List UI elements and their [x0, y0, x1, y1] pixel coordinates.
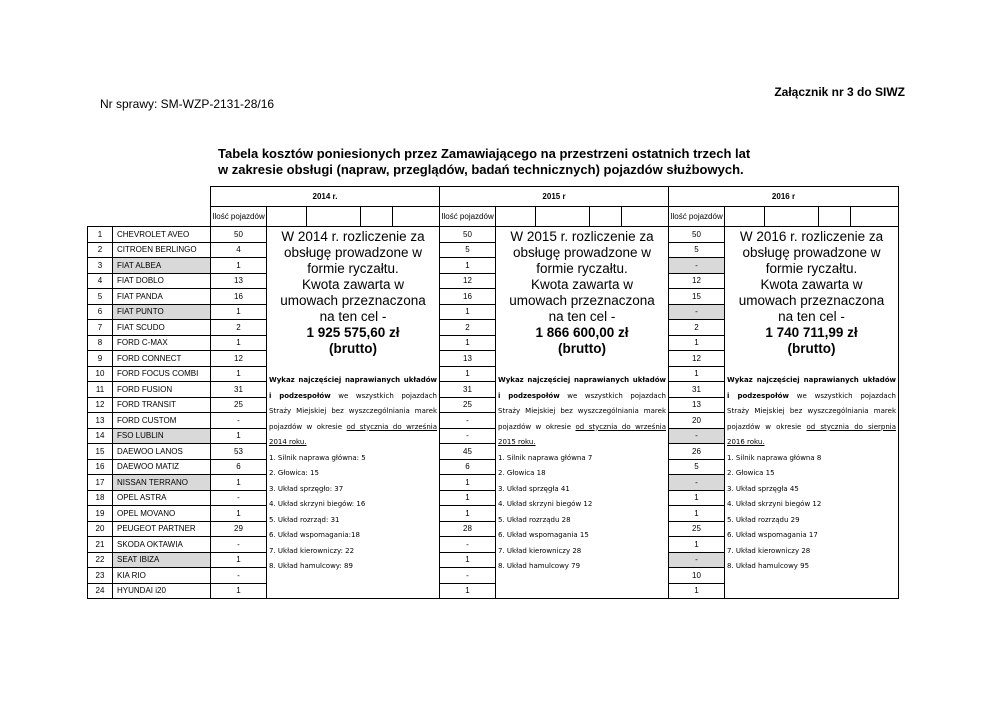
vehicle-name: CHEVROLET AVEO: [113, 227, 211, 243]
vehicle-count: 1: [440, 490, 496, 506]
count-header: Ilość pojazdów: [211, 207, 267, 227]
row-number: 23: [88, 568, 113, 584]
vehicle-count: 5: [669, 459, 725, 475]
row-number: 11: [88, 382, 113, 398]
vehicle-count: 12: [440, 273, 496, 289]
vehicle-name: CITROEN BERLINGO: [113, 242, 211, 258]
title-line-1: Tabela kosztów poniesionych przez Zamawiającego na przestrzeni ostatnich trzech lat: [218, 146, 751, 161]
vehicle-count: 5: [440, 242, 496, 258]
vehicle-name: FIAT SCUDO: [113, 320, 211, 336]
vehicle-count: 1: [669, 335, 725, 351]
vehicle-name: OPEL ASTRA: [113, 490, 211, 506]
vehicle-count: 50: [669, 227, 725, 243]
repair-item: 2. Głowica 18: [498, 469, 546, 477]
vehicle-count: 1: [440, 552, 496, 568]
vehicle-count: 12: [669, 273, 725, 289]
summary-line: obsługę prowadzone w: [742, 245, 881, 260]
vehicle-count: 50: [440, 227, 496, 243]
cost-block-0: [267, 227, 440, 599]
repair-item: 4. Układ skrzyni biegów 12: [727, 500, 822, 508]
vehicle-name: FORD C-MAX: [113, 335, 211, 351]
vehicle-count: 1: [211, 428, 267, 444]
summary-line: Kwota zawarta w: [530, 277, 634, 292]
settlement-summary: [269, 229, 437, 357]
row-number: 3: [88, 258, 113, 274]
repair-item: 3. Układ sprzęgła 45: [727, 484, 799, 493]
summary-line: Kwota zawarta w: [301, 277, 405, 292]
repair-item: 1. Silnik naprawa główna 7: [498, 453, 593, 462]
vehicle-count: -: [669, 258, 725, 274]
vehicle-count: 45: [440, 444, 496, 460]
vehicle-name: OPEL MOVANO: [113, 506, 211, 522]
vehicle-count: 16: [440, 289, 496, 305]
settlement-summary: [498, 229, 666, 357]
repair-item: 6. Układ wspomagania 17: [727, 531, 818, 539]
summary-line: formie ryczałtu.: [765, 261, 858, 276]
cost-block-2: [725, 227, 899, 599]
count-header: Ilość pojazdów: [440, 207, 496, 227]
summary-line: W 2015 r. rozliczenie za: [510, 229, 654, 244]
brutto-label: (brutto): [787, 341, 836, 356]
year-header-2014: 2014 r.: [211, 187, 440, 207]
vehicle-count: 1: [669, 490, 725, 506]
vehicle-name: SEAT IBIZA: [113, 552, 211, 568]
vehicle-count: 1: [669, 506, 725, 522]
vehicle-count: 25: [669, 521, 725, 537]
vehicle-count: 12: [669, 351, 725, 367]
row-number: 20: [88, 521, 113, 537]
vehicle-name: FORD FOCUS COMBI: [113, 366, 211, 382]
vehicle-count: 1: [669, 583, 725, 599]
title-line-2: w zakresie obsługi (napraw, przeglądów, badań technicznych) pojazdów służbowych.: [218, 162, 744, 177]
summary-line: umowach przeznaczona: [509, 293, 655, 308]
repair-list-intro: Wykaz najczęściej naprawianych układów i podzespołów we wszystkich pojazdach Straży Miejskiej bez wyszczególniania marek pojazdów w okresie od stycznia do września 2014 roku.: [269, 376, 437, 446]
repair-item: 6. Układ wspomagania:18: [269, 531, 360, 539]
vehicle-count: 1: [440, 258, 496, 274]
repair-item: 7. Układ kierowniczy 28: [498, 546, 582, 555]
vehicle-count: 15: [669, 289, 725, 305]
vehicle-count: 1: [440, 583, 496, 599]
repair-item: 6. Układ wspomagania 15: [498, 531, 589, 539]
vehicle-count: 13: [211, 273, 267, 289]
vehicle-count: -: [669, 304, 725, 320]
repair-item: 7. Układ kierowniczy: 22: [269, 546, 355, 555]
vehicle-count: 1: [211, 304, 267, 320]
vehicle-count: 25: [211, 397, 267, 413]
row-number: 14: [88, 428, 113, 444]
vehicle-count: 2: [211, 320, 267, 336]
cost-table: [87, 186, 899, 599]
vehicle-count: 1: [669, 366, 725, 382]
summary-line: W 2016 r. rozliczenie za: [739, 229, 884, 244]
row-number: 13: [88, 413, 113, 429]
row-number: 6: [88, 304, 113, 320]
repair-item: 4. Układ skrzyni biegów 12: [498, 500, 593, 508]
vehicle-count: 1: [669, 537, 725, 553]
vehicle-count: 12: [211, 351, 267, 367]
vehicle-count: 2: [440, 320, 496, 336]
vehicle-count: -: [211, 490, 267, 506]
amount: 1 866 600,00 zł: [535, 325, 629, 340]
vehicle-count: 1: [211, 583, 267, 599]
summary-line: Kwota zawarta w: [760, 277, 863, 292]
repair-item: 3. Układ sprzęgło: 37: [269, 484, 344, 493]
row-number: 21: [88, 537, 113, 553]
vehicle-count: 6: [440, 459, 496, 475]
summary-line: na ten cel -: [548, 309, 616, 324]
vehicle-name: SKODA OKTAWIA: [113, 537, 211, 553]
vehicle-name: DAEWOO LANOS: [113, 444, 211, 460]
vehicle-count: 1: [211, 366, 267, 382]
vehicle-name: FORD CONNECT: [113, 351, 211, 367]
vehicle-count: -: [440, 537, 496, 553]
vehicle-count: 4: [211, 242, 267, 258]
row-number: 4: [88, 273, 113, 289]
repair-list: [727, 373, 896, 575]
repair-item: 8. Układ hamulcowy 79: [498, 562, 581, 570]
vehicle-count: 1: [211, 506, 267, 522]
vehicle-count: 10: [669, 568, 725, 584]
annex-label: Załącznik nr 3 do SIWZ: [774, 85, 905, 99]
vehicle-count: 25: [440, 397, 496, 413]
vehicle-name: FSO LUBLIN: [113, 428, 211, 444]
brutto-label: (brutto): [558, 341, 606, 356]
vehicle-count: -: [440, 413, 496, 429]
vehicle-count: 31: [669, 382, 725, 398]
vehicle-count: 31: [440, 382, 496, 398]
year-header-2016: 2016 r: [669, 187, 899, 207]
summary-line: obsługę prowadzone w: [512, 245, 652, 260]
vehicle-count: 1: [211, 335, 267, 351]
row-number: 9: [88, 351, 113, 367]
vehicle-count: 1: [440, 366, 496, 382]
case-number: Nr sprawy: SM-WZP-2131-28/16: [100, 97, 275, 111]
row-number: 8: [88, 335, 113, 351]
row-number: 17: [88, 475, 113, 491]
vehicle-count: 29: [211, 521, 267, 537]
row-number: 12: [88, 397, 113, 413]
vehicle-count: 13: [669, 397, 725, 413]
vehicle-count: 31: [211, 382, 267, 398]
summary-line: na ten cel -: [778, 309, 845, 324]
summary-line: obsługę prowadzone w: [283, 245, 423, 260]
vehicle-name: KIA RIO: [113, 568, 211, 584]
document-title: [218, 146, 750, 178]
vehicle-count: 2: [669, 320, 725, 336]
row-number: 2: [88, 242, 113, 258]
repair-list-intro: Wykaz najczęściej naprawianych układów i podzespołów we wszystkich pojazdach Straży Miejskiej bez wyszczególniania marek pojazdów w okresie od stycznia do września 2015 roku.: [498, 376, 666, 446]
vehicle-count: 20: [669, 413, 725, 429]
vehicle-count: -: [211, 537, 267, 553]
vehicle-name: NISSAN TERRANO: [113, 475, 211, 491]
repair-item: 5. Układ rozrządu 29: [727, 515, 800, 524]
summary-line: W 2014 r. rozliczenie za: [281, 229, 425, 244]
summary-line: umowach przeznaczona: [280, 293, 426, 308]
row-number: 1: [88, 227, 113, 243]
vehicle-name: FORD CUSTOM: [113, 413, 211, 429]
vehicle-count: 26: [669, 444, 725, 460]
table-row: [88, 227, 899, 243]
count-header: Ilość pojazdów: [669, 207, 725, 227]
summary-line: formie ryczałtu.: [536, 261, 628, 276]
row-number: 18: [88, 490, 113, 506]
vehicle-name: FORD FUSION: [113, 382, 211, 398]
repair-item: 2. Głowica 15: [727, 469, 775, 477]
year-header-2015: 2015 r: [440, 187, 669, 207]
vehicle-count: 1: [211, 258, 267, 274]
cost-block-1: [496, 227, 669, 599]
summary-line: umowach przeznaczona: [738, 293, 885, 308]
vehicle-count: 1: [211, 475, 267, 491]
settlement-summary: [727, 229, 896, 357]
vehicle-count: 50: [211, 227, 267, 243]
amount: 1 925 575,60 zł: [306, 325, 400, 340]
vehicle-count: -: [211, 413, 267, 429]
vehicle-name: PEUGEOT PARTNER: [113, 521, 211, 537]
vehicle-count: 1: [440, 506, 496, 522]
vehicle-count: 1: [440, 335, 496, 351]
vehicle-count: -: [669, 428, 725, 444]
amount: 1 740 711,99 zł: [765, 325, 858, 340]
vehicle-count: 6: [211, 459, 267, 475]
repair-item: 1. Silnik naprawa główna 8: [727, 453, 822, 462]
vehicle-count: -: [669, 475, 725, 491]
row-number: 22: [88, 552, 113, 568]
summary-line: formie ryczałtu.: [307, 261, 399, 276]
vehicle-count: -: [440, 428, 496, 444]
vehicle-name: FIAT DOBLO: [113, 273, 211, 289]
repair-item: 8. Układ hamulcowy: 89: [269, 562, 353, 570]
repair-item: 4. Układ skrzyni biegów: 16: [269, 500, 366, 508]
repair-item: 7. Układ kierowniczy 28: [727, 546, 811, 555]
vehicle-count: -: [211, 568, 267, 584]
vehicle-name: HYUNDAI i20: [113, 583, 211, 599]
vehicle-name: FIAT ALBEA: [113, 258, 211, 274]
repair-item: 2. Głowica: 15: [269, 469, 319, 477]
repair-list-intro: Wykaz najczęściej naprawianych układów i podzespołów we wszystkich pojazdach Straży Miejskiej bez wyszczególniania marek pojazdów w okresie od stycznia do sierpnia 2016 roku.: [727, 376, 896, 446]
repair-item: 5. Układ rozrządu 28: [498, 515, 571, 524]
row-number: 16: [88, 459, 113, 475]
vehicle-count: -: [440, 568, 496, 584]
brutto-label: (brutto): [329, 341, 377, 356]
row-number: 5: [88, 289, 113, 305]
summary-line: na ten cel -: [319, 309, 387, 324]
row-number: 19: [88, 506, 113, 522]
repair-item: 1. Silnik naprawa główna: 5: [269, 453, 366, 462]
vehicle-name: FORD TRANSIT: [113, 397, 211, 413]
repair-item: 3. Układ sprzęgła 41: [498, 484, 570, 493]
vehicle-count: -: [669, 552, 725, 568]
row-number: 10: [88, 366, 113, 382]
vehicle-count: 28: [440, 521, 496, 537]
vehicle-count: 13: [440, 351, 496, 367]
row-number: 7: [88, 320, 113, 336]
vehicle-count: 1: [211, 552, 267, 568]
vehicle-name: FIAT PANDA: [113, 289, 211, 305]
repair-item: 8. Układ hamulcowy 95: [727, 562, 810, 570]
vehicle-count: 1: [440, 475, 496, 491]
vehicle-count: 53: [211, 444, 267, 460]
repair-item: 5. Układ rozrząd: 31: [269, 515, 340, 524]
repair-list: [269, 373, 437, 575]
vehicle-name: FIAT PUNTO: [113, 304, 211, 320]
repair-list: [498, 373, 666, 575]
vehicle-count: 5: [669, 242, 725, 258]
row-number: 24: [88, 583, 113, 599]
vehicle-name: DAEWOO MATIZ: [113, 459, 211, 475]
vehicle-count: 1: [440, 304, 496, 320]
vehicle-count: 16: [211, 289, 267, 305]
row-number: 15: [88, 444, 113, 460]
